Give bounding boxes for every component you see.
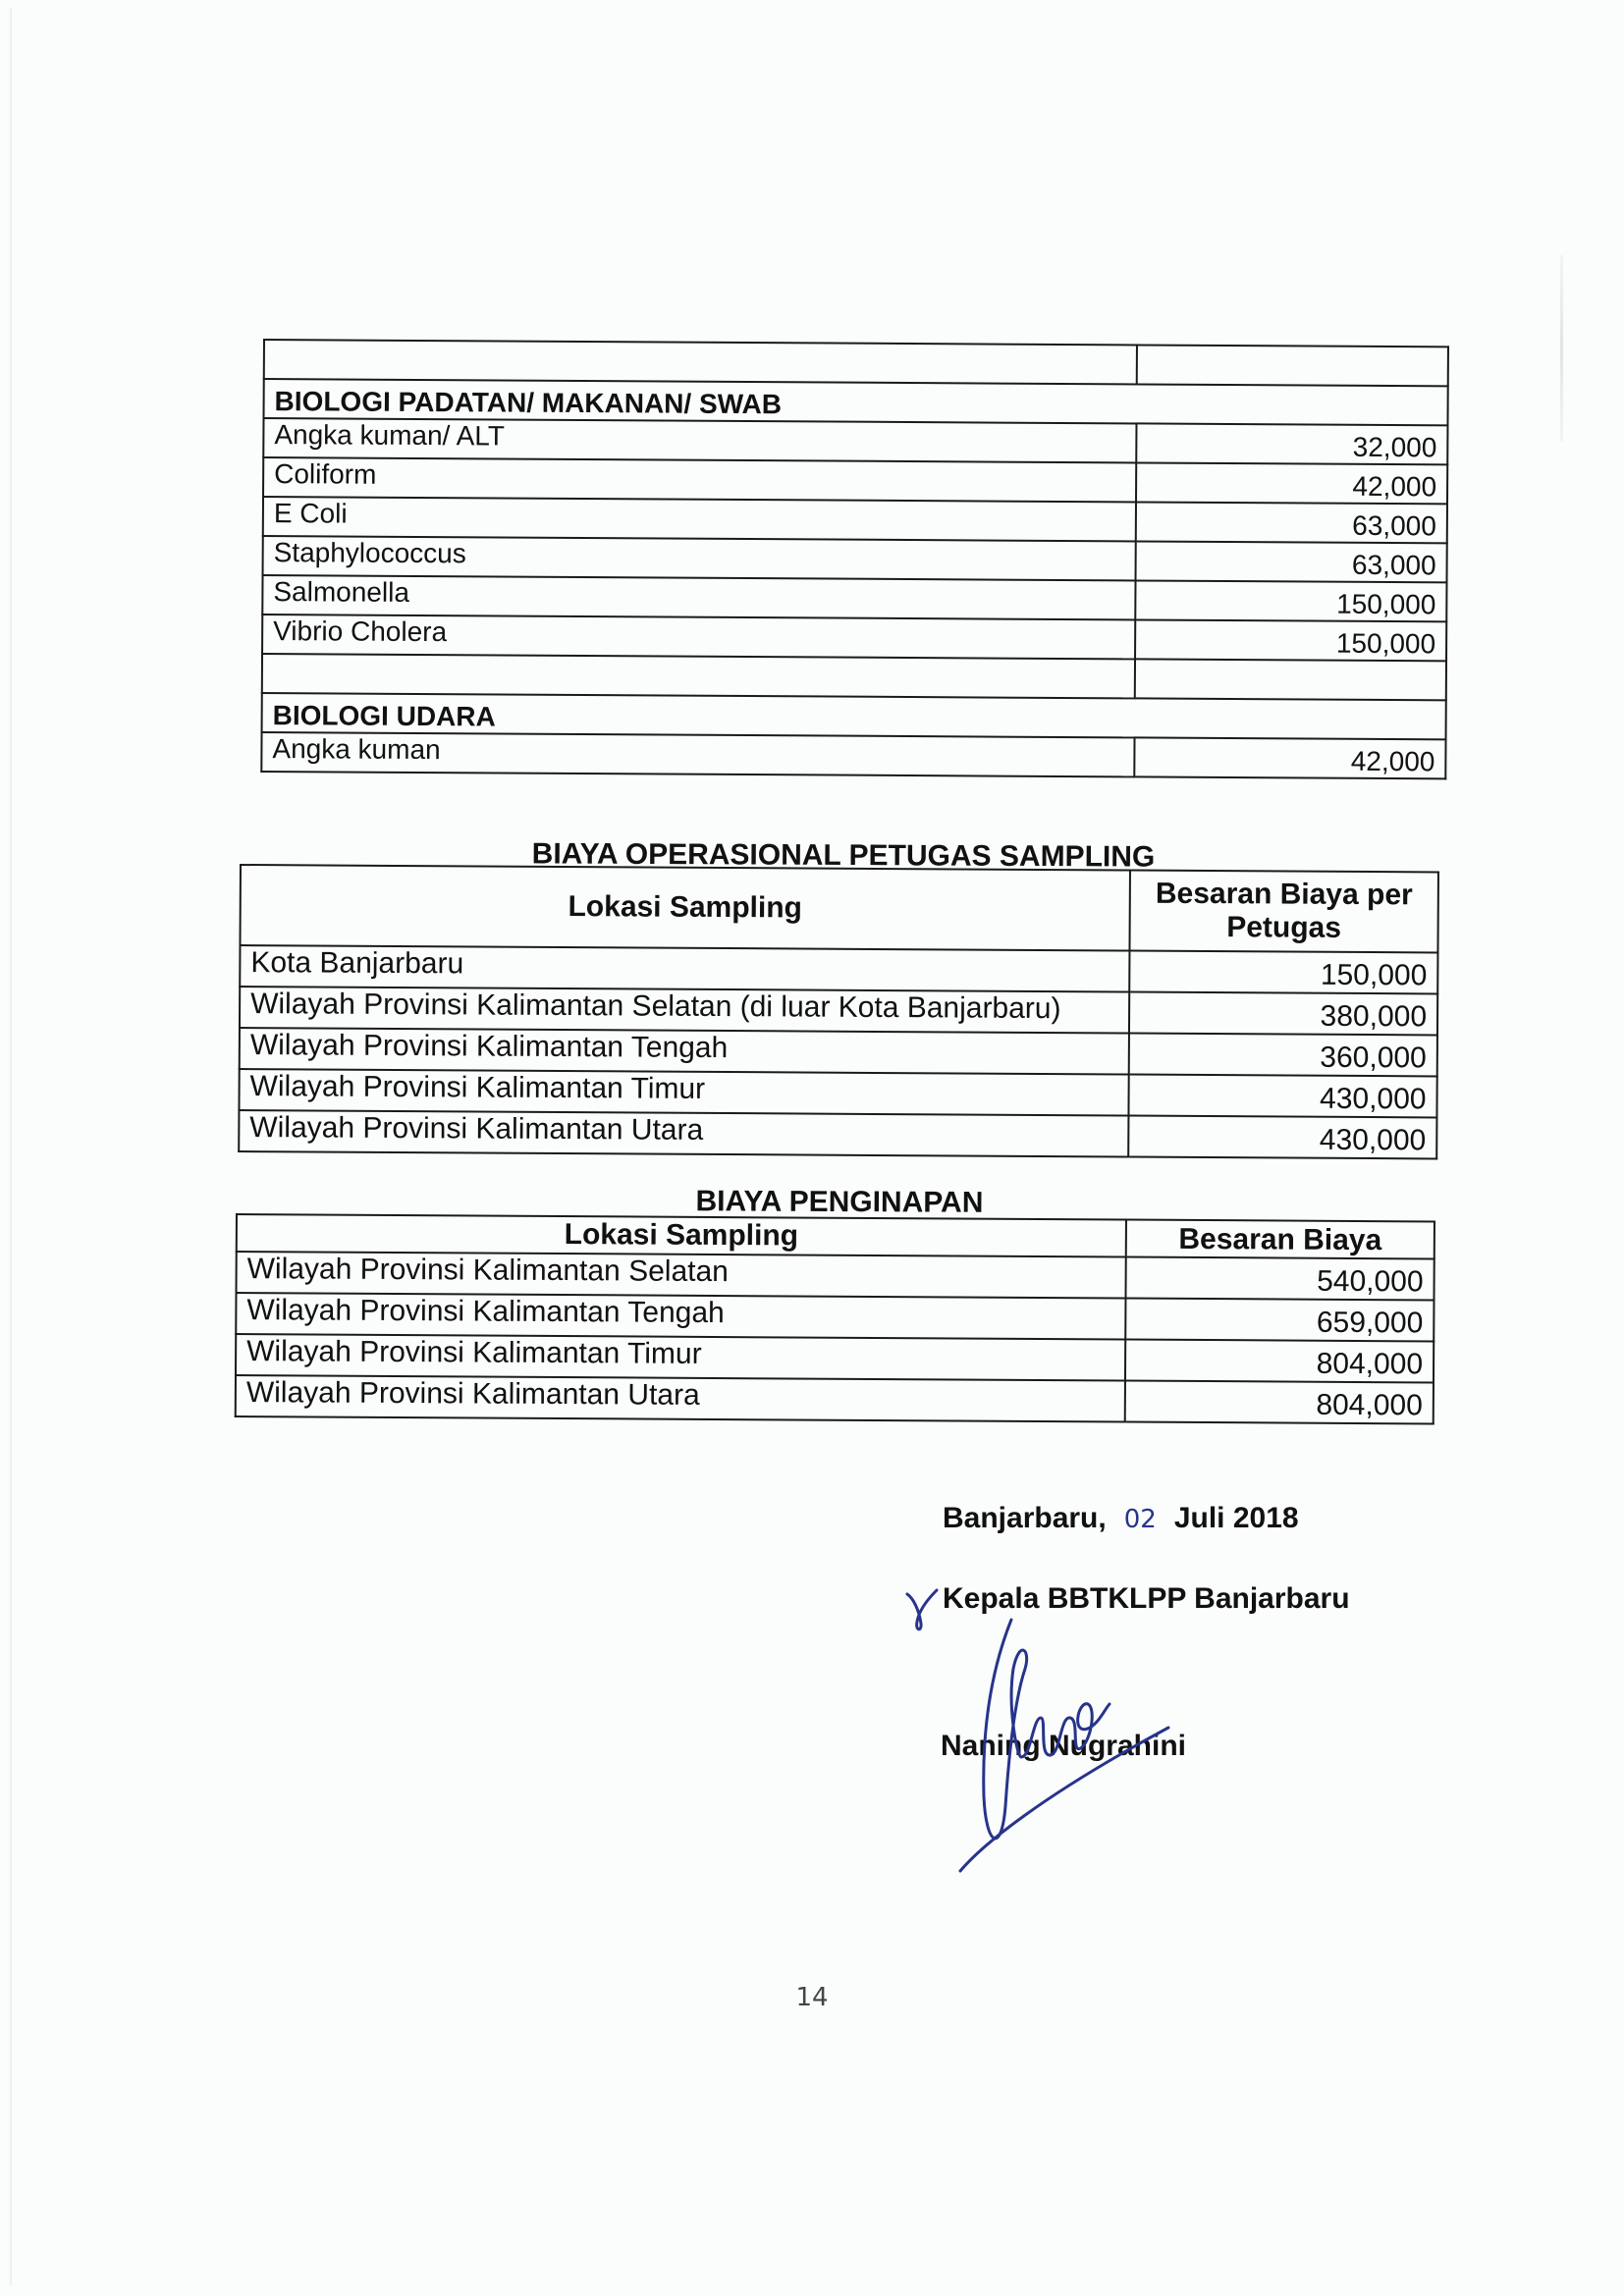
- column-header-cost: Besaran Biaya per Petugas: [1129, 871, 1437, 953]
- location-cell: Wilayah Provinsi Kalimantan Timur: [239, 1069, 1128, 1116]
- test-name: Vibrio Cholera: [262, 614, 1135, 659]
- cost-cell: 380,000: [1129, 992, 1437, 1036]
- handwritten-day: 02: [1123, 1505, 1157, 1534]
- sign-place: Banjarbaru,: [943, 1502, 1107, 1534]
- cost-cell: 659,000: [1125, 1299, 1434, 1342]
- location-cell: Wilayah Provinsi Kalimantan Selatan (di luar Kota Banjarbaru): [240, 987, 1129, 1034]
- biologi-price-table: [260, 339, 1449, 779]
- cost-cell: 540,000: [1125, 1257, 1434, 1301]
- operasional-title: BIAYA OPERASIONAL PETUGAS SAMPLING: [531, 837, 1156, 874]
- section-heading: BIOLOGI PADATAN/ MAKANAN/ SWAB: [264, 379, 1448, 425]
- table-row: [239, 1110, 1436, 1158]
- location-cell: Wilayah Provinsi Kalimantan Tengah: [240, 1028, 1129, 1075]
- signer-position: Kepala BBTKLPP Banjarbaru: [943, 1582, 1350, 1615]
- test-name: E Coli: [263, 497, 1136, 541]
- table-row: [240, 945, 1437, 993]
- sign-month-year: Juli 2018: [1173, 1502, 1299, 1534]
- test-name: Coliform: [263, 457, 1136, 502]
- test-price: 150,000: [1135, 580, 1446, 621]
- cost-cell: 150,000: [1129, 951, 1437, 994]
- test-price: 150,000: [1135, 619, 1446, 661]
- table-row: [240, 1028, 1437, 1076]
- penginapan-table: [235, 1213, 1435, 1424]
- page-number: 14: [795, 1983, 829, 2012]
- table-row: [237, 1252, 1435, 1300]
- column-header-location: Lokasi Sampling: [240, 865, 1129, 951]
- location-cell: Wilayah Provinsi Kalimantan Utara: [239, 1110, 1128, 1157]
- cost-cell: 804,000: [1125, 1381, 1434, 1424]
- operasional-table: [238, 864, 1439, 1159]
- section-heading: BIOLOGI UDARA: [262, 693, 1446, 739]
- scan-artifact: [1560, 255, 1563, 442]
- cost-cell: 430,000: [1128, 1075, 1436, 1118]
- location-cell: Kota Banjarbaru: [240, 945, 1129, 992]
- penginapan-title: BIAYA PENGINAPAN: [695, 1185, 984, 1219]
- column-header-location: Lokasi Sampling: [237, 1214, 1126, 1257]
- test-price: 63,000: [1136, 541, 1447, 582]
- table-row: [239, 1069, 1436, 1117]
- table-header-row: [240, 865, 1437, 952]
- location-cell: Wilayah Provinsi Kalimantan Timur: [236, 1334, 1125, 1381]
- table-row: [240, 987, 1437, 1035]
- column-header-cost: Besaran Biaya: [1126, 1220, 1435, 1259]
- test-name: Angka kuman: [261, 732, 1134, 776]
- table-row: [261, 732, 1445, 778]
- sign-date: [943, 1502, 1299, 1535]
- signature-icon: [923, 1610, 1178, 1885]
- test-name: Salmonella: [262, 575, 1135, 619]
- table-row: [236, 1334, 1434, 1382]
- test-price: 42,000: [1136, 462, 1447, 504]
- page-edge: [10, 8, 12, 2285]
- location-cell: Wilayah Provinsi Kalimantan Utara: [236, 1375, 1125, 1422]
- signer-name: Naning Nugrahini: [941, 1730, 1186, 1762]
- test-name: Staphylococcus: [263, 536, 1136, 580]
- cost-cell: 804,000: [1125, 1340, 1434, 1383]
- cost-cell: 360,000: [1129, 1034, 1437, 1077]
- table-row: [236, 1293, 1434, 1341]
- table-row: [236, 1375, 1434, 1423]
- test-price: 63,000: [1136, 502, 1447, 543]
- cost-cell: 430,000: [1128, 1116, 1436, 1159]
- test-name: Angka kuman/ ALT: [263, 418, 1136, 462]
- location-cell: Wilayah Provinsi Kalimantan Selatan: [237, 1252, 1126, 1299]
- location-cell: Wilayah Provinsi Kalimantan Tengah: [236, 1293, 1125, 1340]
- test-price: 32,000: [1136, 423, 1447, 464]
- test-price: 42,000: [1134, 737, 1445, 778]
